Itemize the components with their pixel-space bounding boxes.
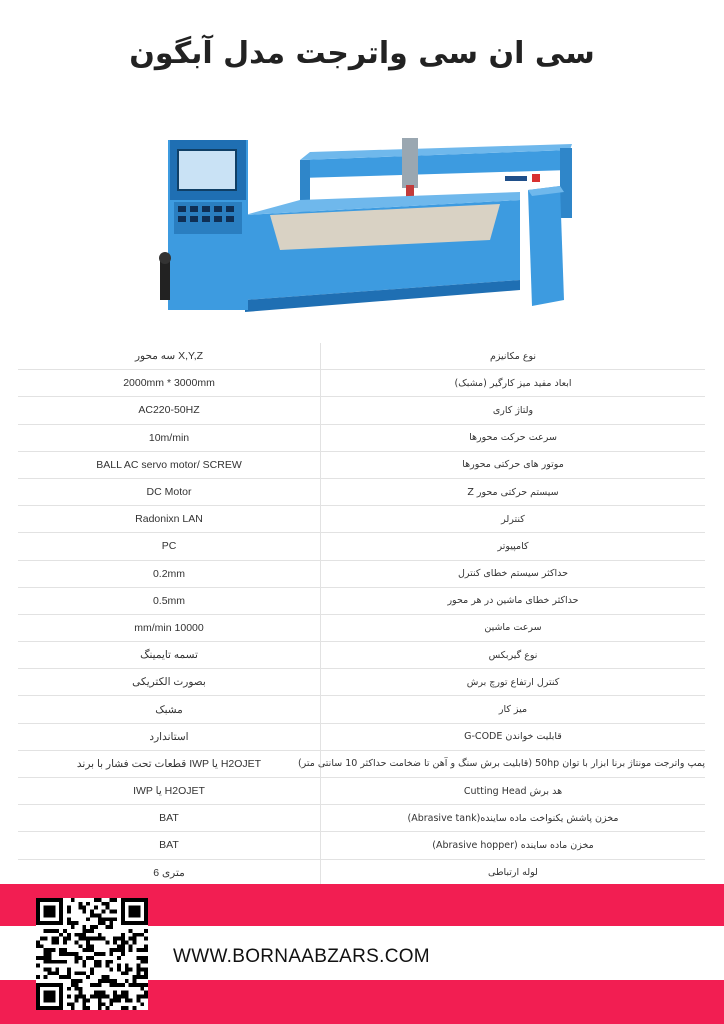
spec-row <box>18 560 705 587</box>
spec-row <box>18 343 705 370</box>
spec-label: سرعت ماشین <box>321 614 706 641</box>
spec-value: BALL AC servo motor/ SCREW <box>18 451 321 478</box>
spec-row <box>18 614 705 641</box>
spec-value: BAT <box>18 832 321 859</box>
spec-row <box>18 642 705 669</box>
spec-value: سه محور X,Y,Z <box>18 343 321 370</box>
spec-label: کنترل ارتفاع تورچ برش <box>321 669 706 696</box>
qr-code-icon <box>36 898 148 1010</box>
spec-value: DC Motor <box>18 478 321 505</box>
spec-value: بصورت الکتریکی <box>18 669 321 696</box>
spec-row <box>18 805 705 832</box>
spec-row <box>18 750 705 777</box>
spec-row <box>18 778 705 805</box>
spec-label: حداکثر خطای ماشین در هر محور <box>321 587 706 614</box>
spec-row <box>18 723 705 750</box>
spec-label: حداکثر سیستم خطای کنترل <box>321 560 706 587</box>
spec-row <box>18 587 705 614</box>
spec-value: تسمه تایمینگ <box>18 642 321 669</box>
spec-value: BAT <box>18 805 321 832</box>
specifications-table <box>18 343 705 887</box>
spec-value: 0.2mm <box>18 560 321 587</box>
spec-value: AC220-50HZ <box>18 397 321 424</box>
spec-value: mm/min 10000 <box>18 614 321 641</box>
spec-label: ولتاژ کاری <box>321 397 706 424</box>
footer-band <box>0 884 724 1024</box>
spec-row <box>18 696 705 723</box>
spec-value: Radonixn LAN <box>18 506 321 533</box>
spec-value: 0.5mm <box>18 587 321 614</box>
spec-label: نوع گیربکس <box>321 642 706 669</box>
spec-value: IWP یا H2OJET <box>18 778 321 805</box>
spec-label: لوله ارتباطی <box>321 859 706 886</box>
waterjet-machine-illustration <box>160 130 580 320</box>
spec-row <box>18 832 705 859</box>
spec-row <box>18 478 705 505</box>
spec-row <box>18 506 705 533</box>
spec-row <box>18 397 705 424</box>
spec-value: 10m/min <box>18 424 321 451</box>
spec-value: 2000mm * 3000mm <box>18 370 321 397</box>
spec-row <box>18 370 705 397</box>
spec-label: مخزن پاشش یکنواخت ماده ساینده(Abrasive tank) <box>321 805 706 832</box>
spec-label: سیستم حرکتی محور Z <box>321 478 706 505</box>
spec-value: استاندارد <box>18 723 321 750</box>
page-title: سی ان سی واترجت مدل آبگون <box>129 36 595 71</box>
spec-row <box>18 424 705 451</box>
spec-label: کنترلر <box>321 506 706 533</box>
spec-row <box>18 533 705 560</box>
website-link[interactable]: WWW.BORNAABZARS.COM <box>173 946 430 967</box>
spec-label: قابلیت خواندن G-CODE <box>321 723 706 750</box>
spec-label: کامپیوتر <box>321 533 706 560</box>
spec-value: PC <box>18 533 321 560</box>
spec-row <box>18 859 705 886</box>
spec-label: هد برش Cutting Head <box>321 778 706 805</box>
spec-label: میز کار <box>321 696 706 723</box>
spec-row <box>18 669 705 696</box>
spec-label: نوع مکانیزم <box>321 343 706 370</box>
spec-value: مشبک <box>18 696 321 723</box>
spec-value: قطعات تحت فشار با برند IWP یا H2OJET <box>18 750 321 777</box>
spec-label: ابعاد مفید میز کارگیر (مشبک) <box>321 370 706 397</box>
spec-value: 6 متری <box>18 859 321 886</box>
spec-row <box>18 451 705 478</box>
spec-label: موتور های حرکتی محورها <box>321 451 706 478</box>
spec-label: سرعت حرکت محورها <box>321 424 706 451</box>
spec-label: مخزن ماده ساینده (Abrasive hopper) <box>321 832 706 859</box>
spec-label: پمپ واترجت مونتاژ برنا ابزار با توان 50hp (قابلیت برش سنگ و آهن تا ضخامت حداکثر 10 سانتی متر) <box>321 750 706 777</box>
